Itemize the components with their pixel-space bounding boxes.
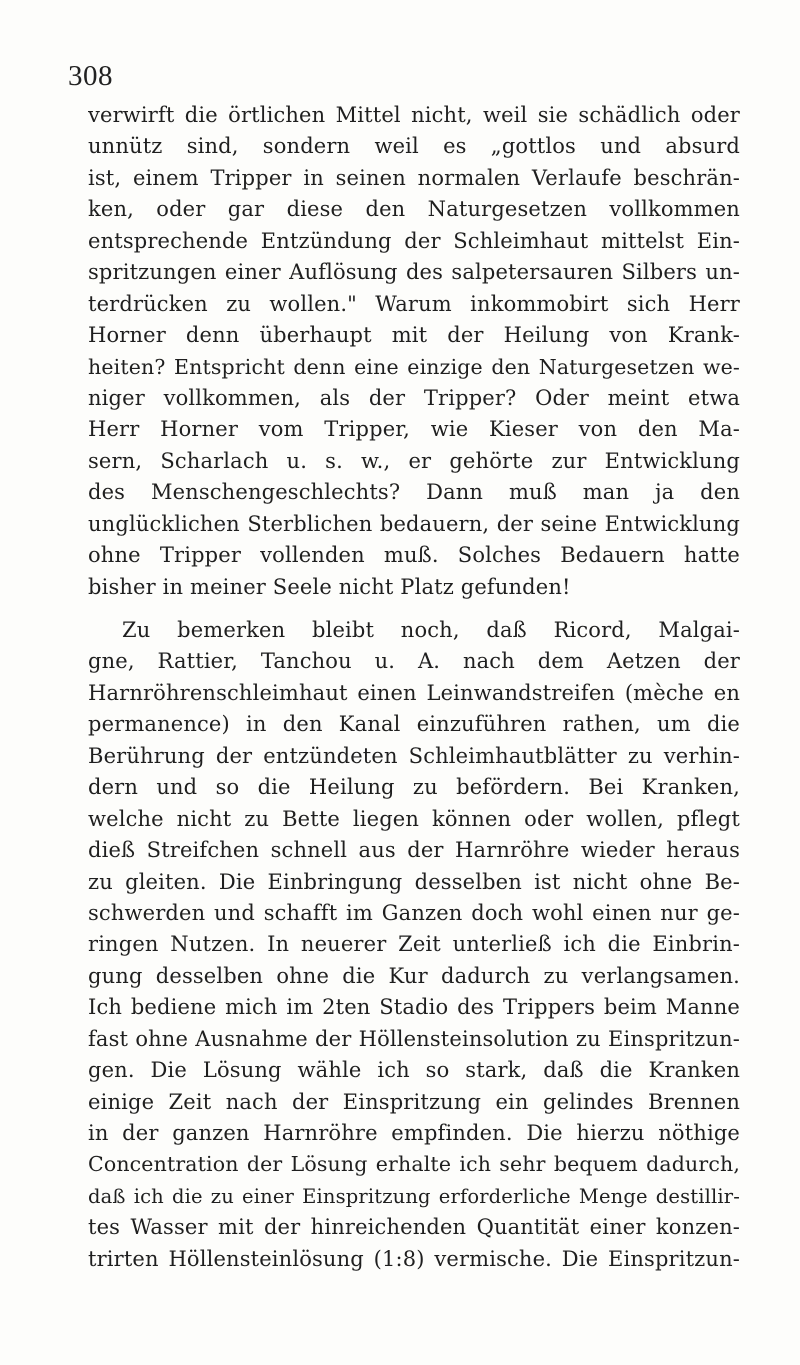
text-line: Berührung der entzündeten Schleimhautblätter zu verhin-: [88, 743, 740, 768]
text-line: zu gleiten. Die Einbringung desselben ist nicht ohne Be-: [88, 869, 740, 894]
paragraph-2: [88, 615, 740, 1275]
text-line: trirten Höllensteinlösung (1:8) vermische. Die Einspritzun-: [88, 1246, 740, 1271]
text-line: in der ganzen Harnröhre empfinden. Die hierzu nöthige: [88, 1121, 740, 1145]
text-line: ist, einem Tripper in seinen normalen Verlaufe beschrän-: [88, 165, 740, 190]
paragraph-gap: [88, 603, 740, 615]
text-line: gung desselben ohne die Kur dadurch zu verlangsamen.: [88, 963, 740, 988]
text-line: gen. Die Lösung wähle ich so stark, daß die Kranken: [88, 1058, 740, 1083]
page-body: [88, 100, 740, 1275]
text-line: heiten? Entspricht denn eine einzige den Naturgesetzen we-: [88, 354, 740, 379]
page-number: 308: [68, 60, 113, 92]
text-line: daß ich die zu einer Einspritzung erforderliche Menge destillir-: [88, 1184, 740, 1208]
text-line: ringen Nutzen. In neuerer Zeit unterließ ich die Einbrin-: [88, 932, 740, 957]
text-line: unglücklichen Sterblichen bedauern, der seine Entwicklung: [88, 511, 740, 536]
text-line: Ich bediene mich im 2ten Stadio des Trippers beim Manne: [88, 995, 740, 1020]
text-line: gne, Rattier, Tanchou u. A. nach dem Aetzen der: [88, 649, 740, 674]
text-line: Horner denn überhaupt mit der Heilung von Krank-: [88, 323, 740, 348]
text-line: Zu bemerken bleibt noch, daß Ricord, Malgai-: [122, 618, 740, 642]
text-line: verwirft die örtlichen Mittel nicht, weil sie schädlich oder: [88, 103, 740, 127]
text-line: spritzungen einer Auflösung des salpetersauren Silbers un-: [88, 260, 740, 285]
text-line: fast ohne Ausnahme der Höllensteinsolution zu Einspritzun-: [88, 1026, 740, 1051]
text-line: dieß Streifchen schnell aus der Harnröhre wieder heraus: [88, 838, 740, 863]
text-line: einige Zeit nach der Einspritzung ein gelindes Brennen: [88, 1089, 740, 1114]
text-line: niger vollkommen, als der Tripper? Oder meint etwa: [88, 385, 740, 410]
text-line: tes Wasser mit der hinreichenden Quantität einer konzen-: [88, 1215, 740, 1240]
text-line: schwerden und schafft im Ganzen doch wohl einen nur ge-: [88, 900, 740, 925]
text-line: Herr Horner vom Tripper, wie Kieser von den Ma-: [88, 417, 740, 442]
text-line: permanence) in den Kanal einzuführen rathen, um die: [88, 712, 740, 737]
text-line: des Menschengeschlechts? Dann muß man ja den: [88, 480, 740, 505]
text-line: welche nicht zu Bette liegen können oder wollen, pflegt: [88, 806, 740, 831]
text-line: ohne Tripper vollenden muß. Solches Bedauern hatte: [88, 543, 740, 568]
text-line: Harnröhrenschleimhaut einen Leinwandstreifen (mèche en: [88, 680, 740, 705]
text-line: bisher in meiner Seele nicht Platz gefunden!: [88, 574, 571, 599]
text-line: dern und so die Heilung zu befördern. Bei Kranken,: [88, 775, 740, 800]
text-line: unnütz sind, sondern weil es „gottlos und absurd: [88, 134, 740, 159]
text-line: ken, oder gar diese den Naturgesetzen vollkommen: [88, 197, 740, 222]
text-line: entsprechende Entzündung der Schleimhaut mittelst Ein-: [88, 228, 740, 253]
text-line: terdrücken zu wollen." Warum inkommobirt sich Herr: [88, 291, 740, 316]
paragraph-1: [88, 100, 740, 603]
text-line: sern, Scharlach u. s. w., er gehörte zur Entwicklung: [88, 448, 740, 473]
text-line: Concentration der Lösung erhalte ich sehr bequem dadurch,: [88, 1152, 740, 1177]
